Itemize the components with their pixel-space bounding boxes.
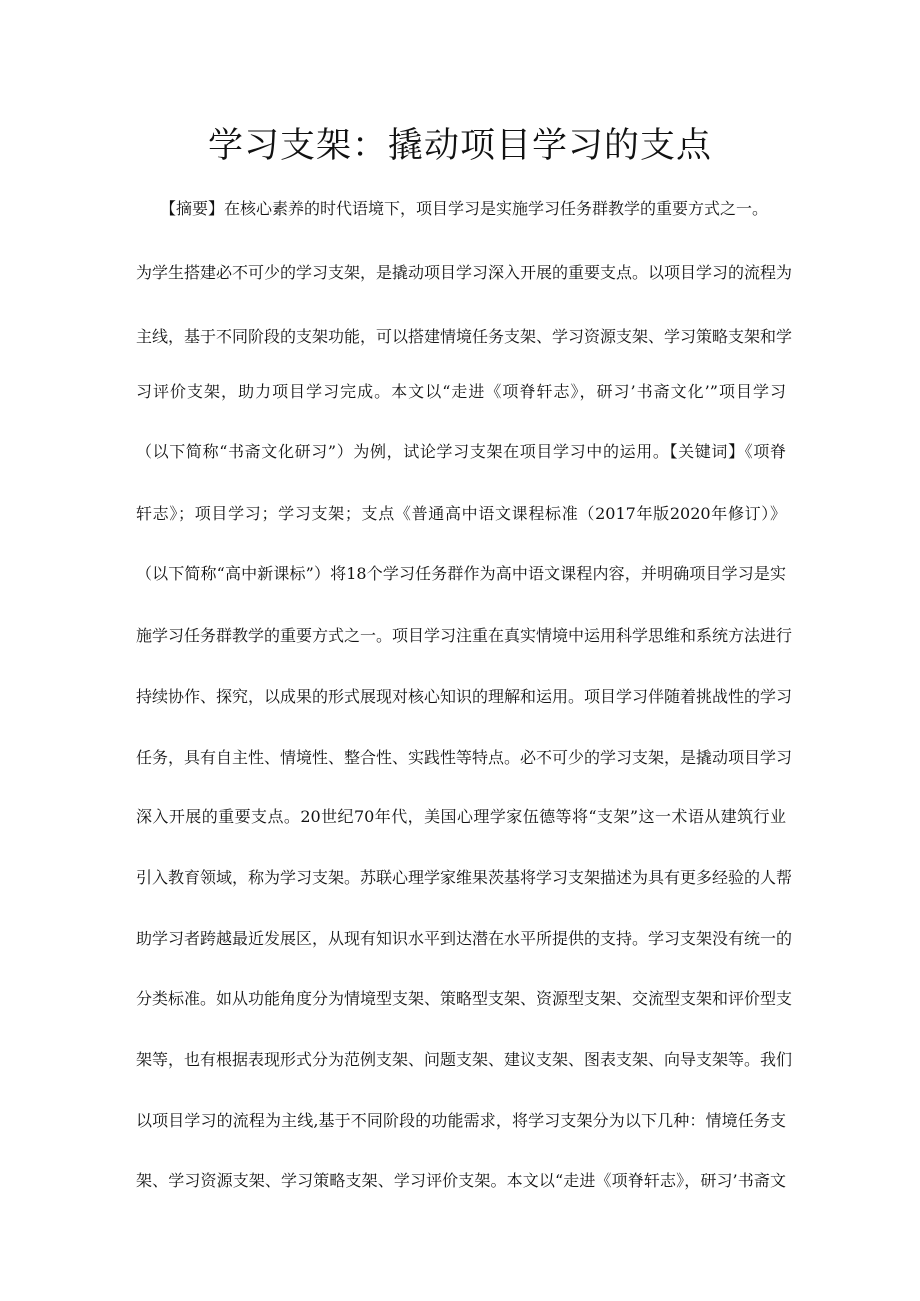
body-line: 任务，具有自主性、情境性、整合性、实践性等特点。必不可少的学习支架，是撬动项目学习 xyxy=(136,748,793,767)
body-line: 轩志》；项目学习；学习支架；支点《普通高中语文课程标准（2017年版2020年修订）》 xyxy=(136,504,786,523)
body-line: 以项目学习的流程为主线,基于不同阶段的功能需求，将学习支架分为以下几种：情境任务支 xyxy=(136,1111,786,1130)
body-line: 主线，基于不同阶段的支架功能，可以搭建情境任务支架、学习资源支架、学习策略支架和学 xyxy=(136,327,793,346)
abstract-line: 【摘要】在核心素养的时代语境下，项目学习是实施学习任务群教学的重要方式之一。 xyxy=(160,199,769,218)
body-line: 施学习任务群教学的重要方式之一。项目学习注重在真实情境中运用科学思维和系统方法进行 xyxy=(136,626,793,645)
body-line: 深入开展的重要支点。20世纪70年代，美国心理学家伍德等将“支架”这一术语从建筑行业 xyxy=(136,807,786,826)
body-line: 架、学习资源支架、学习策略支架、学习评价支架。本文以“走进《项脊轩志》，研习’书斋文 xyxy=(136,1171,786,1190)
body-line: 习评价支架，助力项目学习完成。本文以“走进《项脊轩志》，研习’书斋文化’”项目学习 xyxy=(136,382,786,401)
body-line: 助学习者跨越最近发展区，从现有知识水平到达潜在水平所提供的支持。学习支架没有统一的 xyxy=(136,929,793,948)
body-line: 架等，也有根据表现形式分为范例支架、问题支架、建议支架、图表支架、向导支架等。我们 xyxy=(136,1050,793,1069)
body-line: 引入教育领域，称为学习支架。苏联心理学家维果茨基将学习支架描述为具有更多经验的人帮 xyxy=(136,868,793,887)
body-line: 持续协作、探究，以成果的形式展现对核心知识的理解和运用。项目学习伴随着挑战性的学习 xyxy=(136,687,793,706)
body-line: 分类标准。如从功能角度分为情境型支架、策略型支架、资源型支架、交流型支架和评价型支 xyxy=(136,989,793,1008)
body-line: 为学生搭建必不可少的学习支架，是撬动项目学习深入开展的重要支点。以项目学习的流程为 xyxy=(136,263,793,282)
body-line: （以下简称“书斋文化研习”）为例，试论学习支架在项目学习中的运用。【关键词】《项脊 xyxy=(136,442,786,461)
body-line: （以下简称“高中新课标”）将18个学习任务群作为高中语文课程内容，并明确项目学习是实 xyxy=(136,564,786,583)
document-title: 学习支架：撬动项目学习的支点 xyxy=(207,126,712,166)
